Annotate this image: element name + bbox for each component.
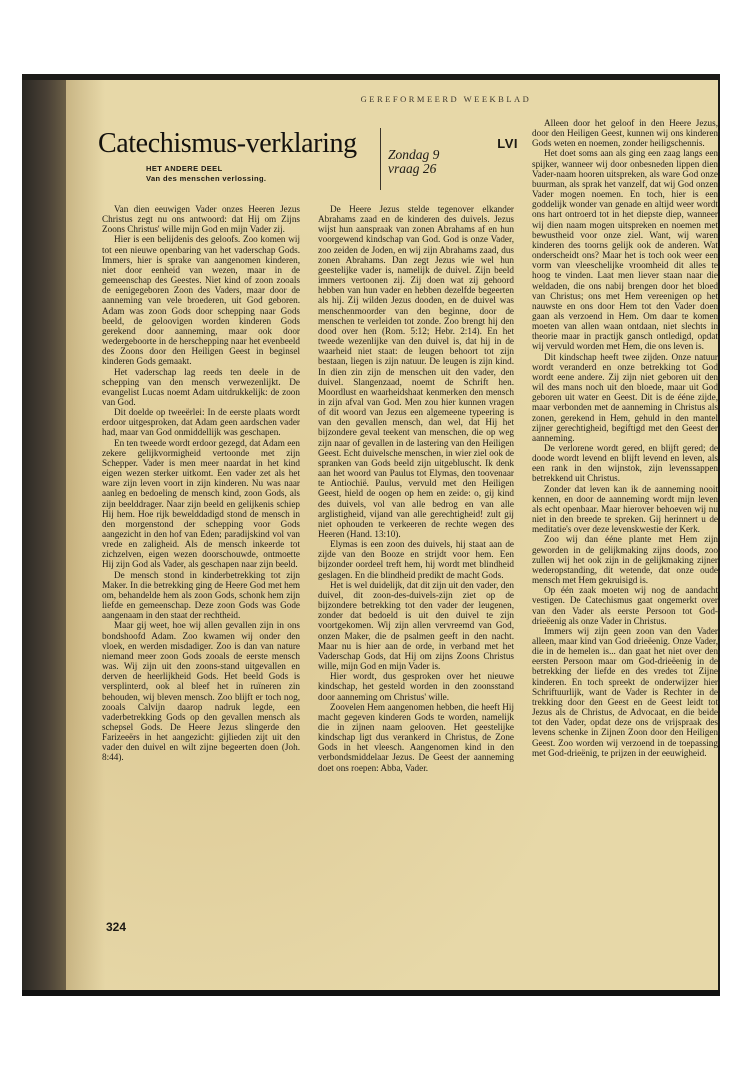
sunday-reference xyxy=(388,148,508,176)
paragraph: Dit kindschap heeft twee zijden. Onze natuur wordt veranderd en onze betrekking tot God wordt eene andere. Zij zijn niet geboren uit den wil des mans noch uit den bloede, maar uit God geboren uit water en Geest. Dit is de ééne zijde, maar verbonden met de aanneming in Christus als zonen, gerekend in Hem, gehuld in den mantel zijner gerechtigheid, begiftigd met den Geest der aanneming. xyxy=(532,351,718,443)
paragraph: Hier is een belijdenis des geloofs. Zoo komen wij tot een nieuwe openbaring van het vaderschap Gods. Immers, hier is sprake van aangenomen kinderen, niet door eenheid van wezen, maar in de gemeenschap des Geestes. Niet kind of zoon zooals de eenigegeboren Zoon des Vaders, maar door de aanneming van vele broederen, uit God geboren. Adam was zoon Gods door schepping naar Gods beeld, de geloovigen worden kinderen Gods gerekend door aanneming, maar ook door wedergeboorte in de herschepping naar het evenbeeld des Zoons door den Heiligen Geest in beginsel kinderen Gods gemaakt. xyxy=(102,234,300,367)
text-column-3 xyxy=(532,118,718,758)
paragraph: Het vaderschap lag reeds ten deele in de schepping van den mensch verwezenlijkt. De evangelist Lucas noemt Adam uitdrukkelijk: de zoon van God. xyxy=(102,366,300,407)
paragraph: De verlorene wordt gered, en blijft gered; de doode wordt levend en blijft levend en leven, als een rank in den wijnstok, zijn levenssappen betrekkend uit Christus. xyxy=(532,443,718,484)
paragraph: De mensch stond in kinderbetrekking tot zijn Maker. In die betrekking ging de Heere God met hem om, behandelde hem als zoon Gods, schonk hem zijn liefde en gemeenschap. Deze zoon Gods was Gode aangenaam in den staat der rechtheid. xyxy=(102,569,300,621)
running-head: GEREFORMEERD WEEKBLAD xyxy=(360,94,532,104)
paragraph: Zoovelen Hem aangenomen hebben, die heeft Hij macht gegeven kinderen Gods te worden, namelijk die in zijnen naam gelooven. Het geestelijke kindschap ligt dus verankerd in Christus, de Zone Gods in het vleesch. Aangenomen kind in den verbondsmiddelaar Jezus. De Geest der aanneming doet ons roepen: Abba, Vader. xyxy=(318,701,514,773)
text-column-2 xyxy=(318,204,514,773)
paragraph: Hier wordt, dus gesproken over het nieuwe kindschap, het gesteld worden in den zoonsstand door aanneming om Christus' wille. xyxy=(318,671,514,702)
title-divider xyxy=(380,128,381,190)
paragraph: En ten tweede wordt erdoor gezegd, dat Adam een zekere gelijkvormigheid vertoonde met zijn Schepper. Vader is men meer naardat in het kind eigen wezen sterker uitkomt. Een vader zet als het ware zijn leven voort in zijn kinderen. Nu was naar aanleg en bedoeling de mensch kind, zoon Gods, als zijn beelddrager. Naar zijn beeld en gelijkenis schiep Hij hem. Hoe rijk bewelddadigd stond de mensch in den morgenstond der schepping voor Gods aangezicht in den hof van Eden; paradijskind vol van vrede en zaligheid. Als de mensch inkeerde tot zichzelven, eigen wezen doorschouwde, ontmoette Hij zijn God als Vader, als geschapen naar zijn beeld. xyxy=(102,437,300,570)
paragraph: Zoo wij dan ééne plante met Hem zijn geworden in de gelijkmaking zijns doods, zoo zullen wij het ook zijn in de gelijkmaking zijner wederopstanding, dit wetende, dat onze oude mensch met Hem gekruisigd is. xyxy=(532,534,718,586)
paragraph: Alleen door het geloof in den Heere Jezus, door den Heiligen Geest, kunnen wij ons kinderen Gods weten en noemen, zonder heiligschennis. xyxy=(532,118,718,149)
page-binding-edge xyxy=(22,80,68,992)
paragraph: Zonder dat leven kan ik de aanneming nooit kennen, en door de aanneming wordt mijn leven als echt openbaar. Maar hierover behoeven wij nu niet in den breede te spreken. Gij herinnert u de meditatie's over deze levenskwestie der Kerk. xyxy=(532,483,718,535)
paragraph: Maar gij weet, hoe wij allen gevallen zijn in ons bondshoofd Adam. Zoo kwamen wij onder den vloek, en werden misdadiger. Zoo is dan van nature niemand meer zoon Gods zooals de eerste mensch was. Wij zijn uit den zoons-stand uitgevallen en derven de heerlijkheid Gods. Het beeld Gods is versplinterd, ook al bleef het in ruïneren zin behouden, wij bleven mensch. Zoo blijft er toch nog, zooals Calvijn daarop nadruk legde, een vaderbetrekking Gods op den gevallen mensch als schepsel Gods. De Heere Jezus slingerde den Farizeeërs in het aangezicht: gijlieden zijt uit den vader den duivel en wilt zijne begeerten doen (Joh. 8:44). xyxy=(102,620,300,763)
paragraph: Immers wij zijn geen zoon van den Vader alleen, maar kind van God drieëenig. Onze Vader, die in de hemelen is... dan gaat het niet over den eersten Persoon maar om God-drieëenig in de betrekking der liefde en des vredes tot Zijne kinderen. En toch spreekt de onderwijzer hier Schriftuurlijk, want de Vader is Rechter in de trekking door den Geest en de Geest leidt tot Jezus als de Christus, de Advocaat, en die beide tot den Vader, opdat deze ons de vrijspraak des levens schenke in Zijnen Zoon door den Heiligen Geest. Zoo worden wij verzoend in de toepassing met God-drieënig, te prijzen in der eeuwigheid. xyxy=(532,625,718,758)
question-label: vraag 26 xyxy=(388,161,437,176)
paragraph: De Heere Jezus stelde tegenover elkander Abrahams zaad en de kinderen des duivels. Jezus wijst hun aanspraak van zonen Abrahams af en hun voorgewend kindschap van God. God is onze Vader, zoo zeiden de Joden, en wij zijn Abrahams zaad, dus zonen Abrahams. Dan zegt Jezus wie wel hun geestelijke vader is, namelijk de duivel. Zijn beeld immers vertoonen zij. Zij doen wat zij gehoord hebben van hun vader en hebben dezelfde begeerten als hij. Zij wilden Jezus dooden, en de duivel was menschenmoorder van den beginne, door de menschen te verleiden tot zonde. Zoo brengt hij den dood over hen (Rom. 5:12; Hebr. 2:14). En het tweede wezenlijke van den duivel is, dat hij in de waarheid niet staat: de leugen behoort tot zijn bestaan, liegen is zijn natuur. De leugen is zijn kind. In dien zin zijn de menschen uit den vader, den duivel. Slangenzaad, noemt de Schrift hen. Moordlust en waarheidshaat kenmerken den mensch in zijn afval van God. Men zou hier kunnen vragen of dit woord van Jezus een algemeene typeering is van den gevallen mensch, dan wel, dat Hij het bijzondere geval teekent van menschen, die op weg zijn naar of gevallen in de lastering van den Heiligen Geest. Echt duivelsche menschen, in wier ziel ook de spranken van Gods beeld zijn uitgebluscht. Ik denk aan het woord van Paulus tot Elymas, den toovenaar te Antiochië. Paulus, vervuld met den Heiligen Geest, hield de oogen op hem en zeide: o, gij kind des duivels, vol van alle bedrog en van alle arglistigheid, vijand van alle gerechtigheid! zult gij niet ophouden te verkeeren de rechte wegen des Heeren (Hand. 13:10). xyxy=(318,204,514,539)
page-number: 324 xyxy=(106,920,127,934)
text-column-1 xyxy=(102,204,300,763)
article-subtitle xyxy=(146,164,326,184)
paragraph: Dit doelde op tweeërlei: In de eerste plaats wordt erdoor uitgesproken, dat Adam geen aardschen vader had, maar van God onmiddellijk was geschapen. xyxy=(102,407,300,438)
newspaper-page xyxy=(66,80,718,992)
paragraph: Elymas is een zoon des duivels, hij staat aan de zijde van den Booze en strijdt voor hem. Een bijzonder oordeel treft hem, hij wordt met blindheid geslagen. En die blindheid predikt de macht Gods. xyxy=(318,539,514,580)
paragraph: Op één zaak moeten wij nog de aandacht vestigen. De Catechismus gaat ongemerkt over van den Vader als eerste Persoon tot God-drieëenig als onze Vader in Christus. xyxy=(532,585,718,626)
paragraph: Het doet soms aan als ging een zaag langs een spijker, wanneer wij door onbesneden lippen dien Vader-naam hooren uitspreken, als ware God onze buurman, als sprak het vanzelf, dat wij God onzen Vader mogen noemen. En toch, hier is een goddelijk wonder van genade en altijd weer wordt ons hart ontroerd tot in het diepste diep, wanneer wij dien naam mogen uitspreken en noemen met bewustheid voor onze ziel. Want, wij waren kinderen des toorns gelijk ook de anderen. Wat onderscheidt ons? Maar het is toch ook weer een vorm van vleeschelijke vroomheid dit alles te hoog te vinden. Laat men liever staan naar die weldaden, die ons nabij brengen door het bloed van Christus; ons met Hem vereenigen op het nauwste en ons door Hem tot den Vader doen gaan als verzoend in Hem. Om daar te komen moeten van allen waan ontdaan, niet slechts in theorie maar in practijk gansch ontledigd, opdat wij vervuld worden met Hem, die ons leven is. xyxy=(532,148,718,352)
article-byline: HET ANDERE DEEL xyxy=(146,164,223,173)
sunday-label: Zondag 9 xyxy=(388,147,440,162)
paragraph: Het is wel duidelijk, dat dit zijn uit den vader, den duivel, dit zoon-des-duivels-zijn ziet op de bijzondere betrekking tot den vader der leugenen, zonder dat bedoeld is uit den duivel te zijn voortgekomen. Wij zijn allen vervreemd van God, onzen Maker, die de psalmen geeft in den nacht. Maar nu is hier aan de orde, in verband met het Vaderschap Gods, dat Hij om zijns Zoons Christus wille, mijn God en mijn Vader is. xyxy=(318,579,514,672)
paragraph: Van dien eeuwigen Vader onzes Heeren Jezus Christus zegt nu ons antwoord: dat Hij om Zijns Zoons Christus' wille mijn God en mijn Vader zij. xyxy=(102,204,300,235)
article-title: Catechismus-verklaring xyxy=(98,128,357,159)
scan-bottom-edge xyxy=(22,990,720,996)
issue-number: LVI xyxy=(497,136,518,151)
article-section: Van des menschen verlossing. xyxy=(146,174,267,183)
